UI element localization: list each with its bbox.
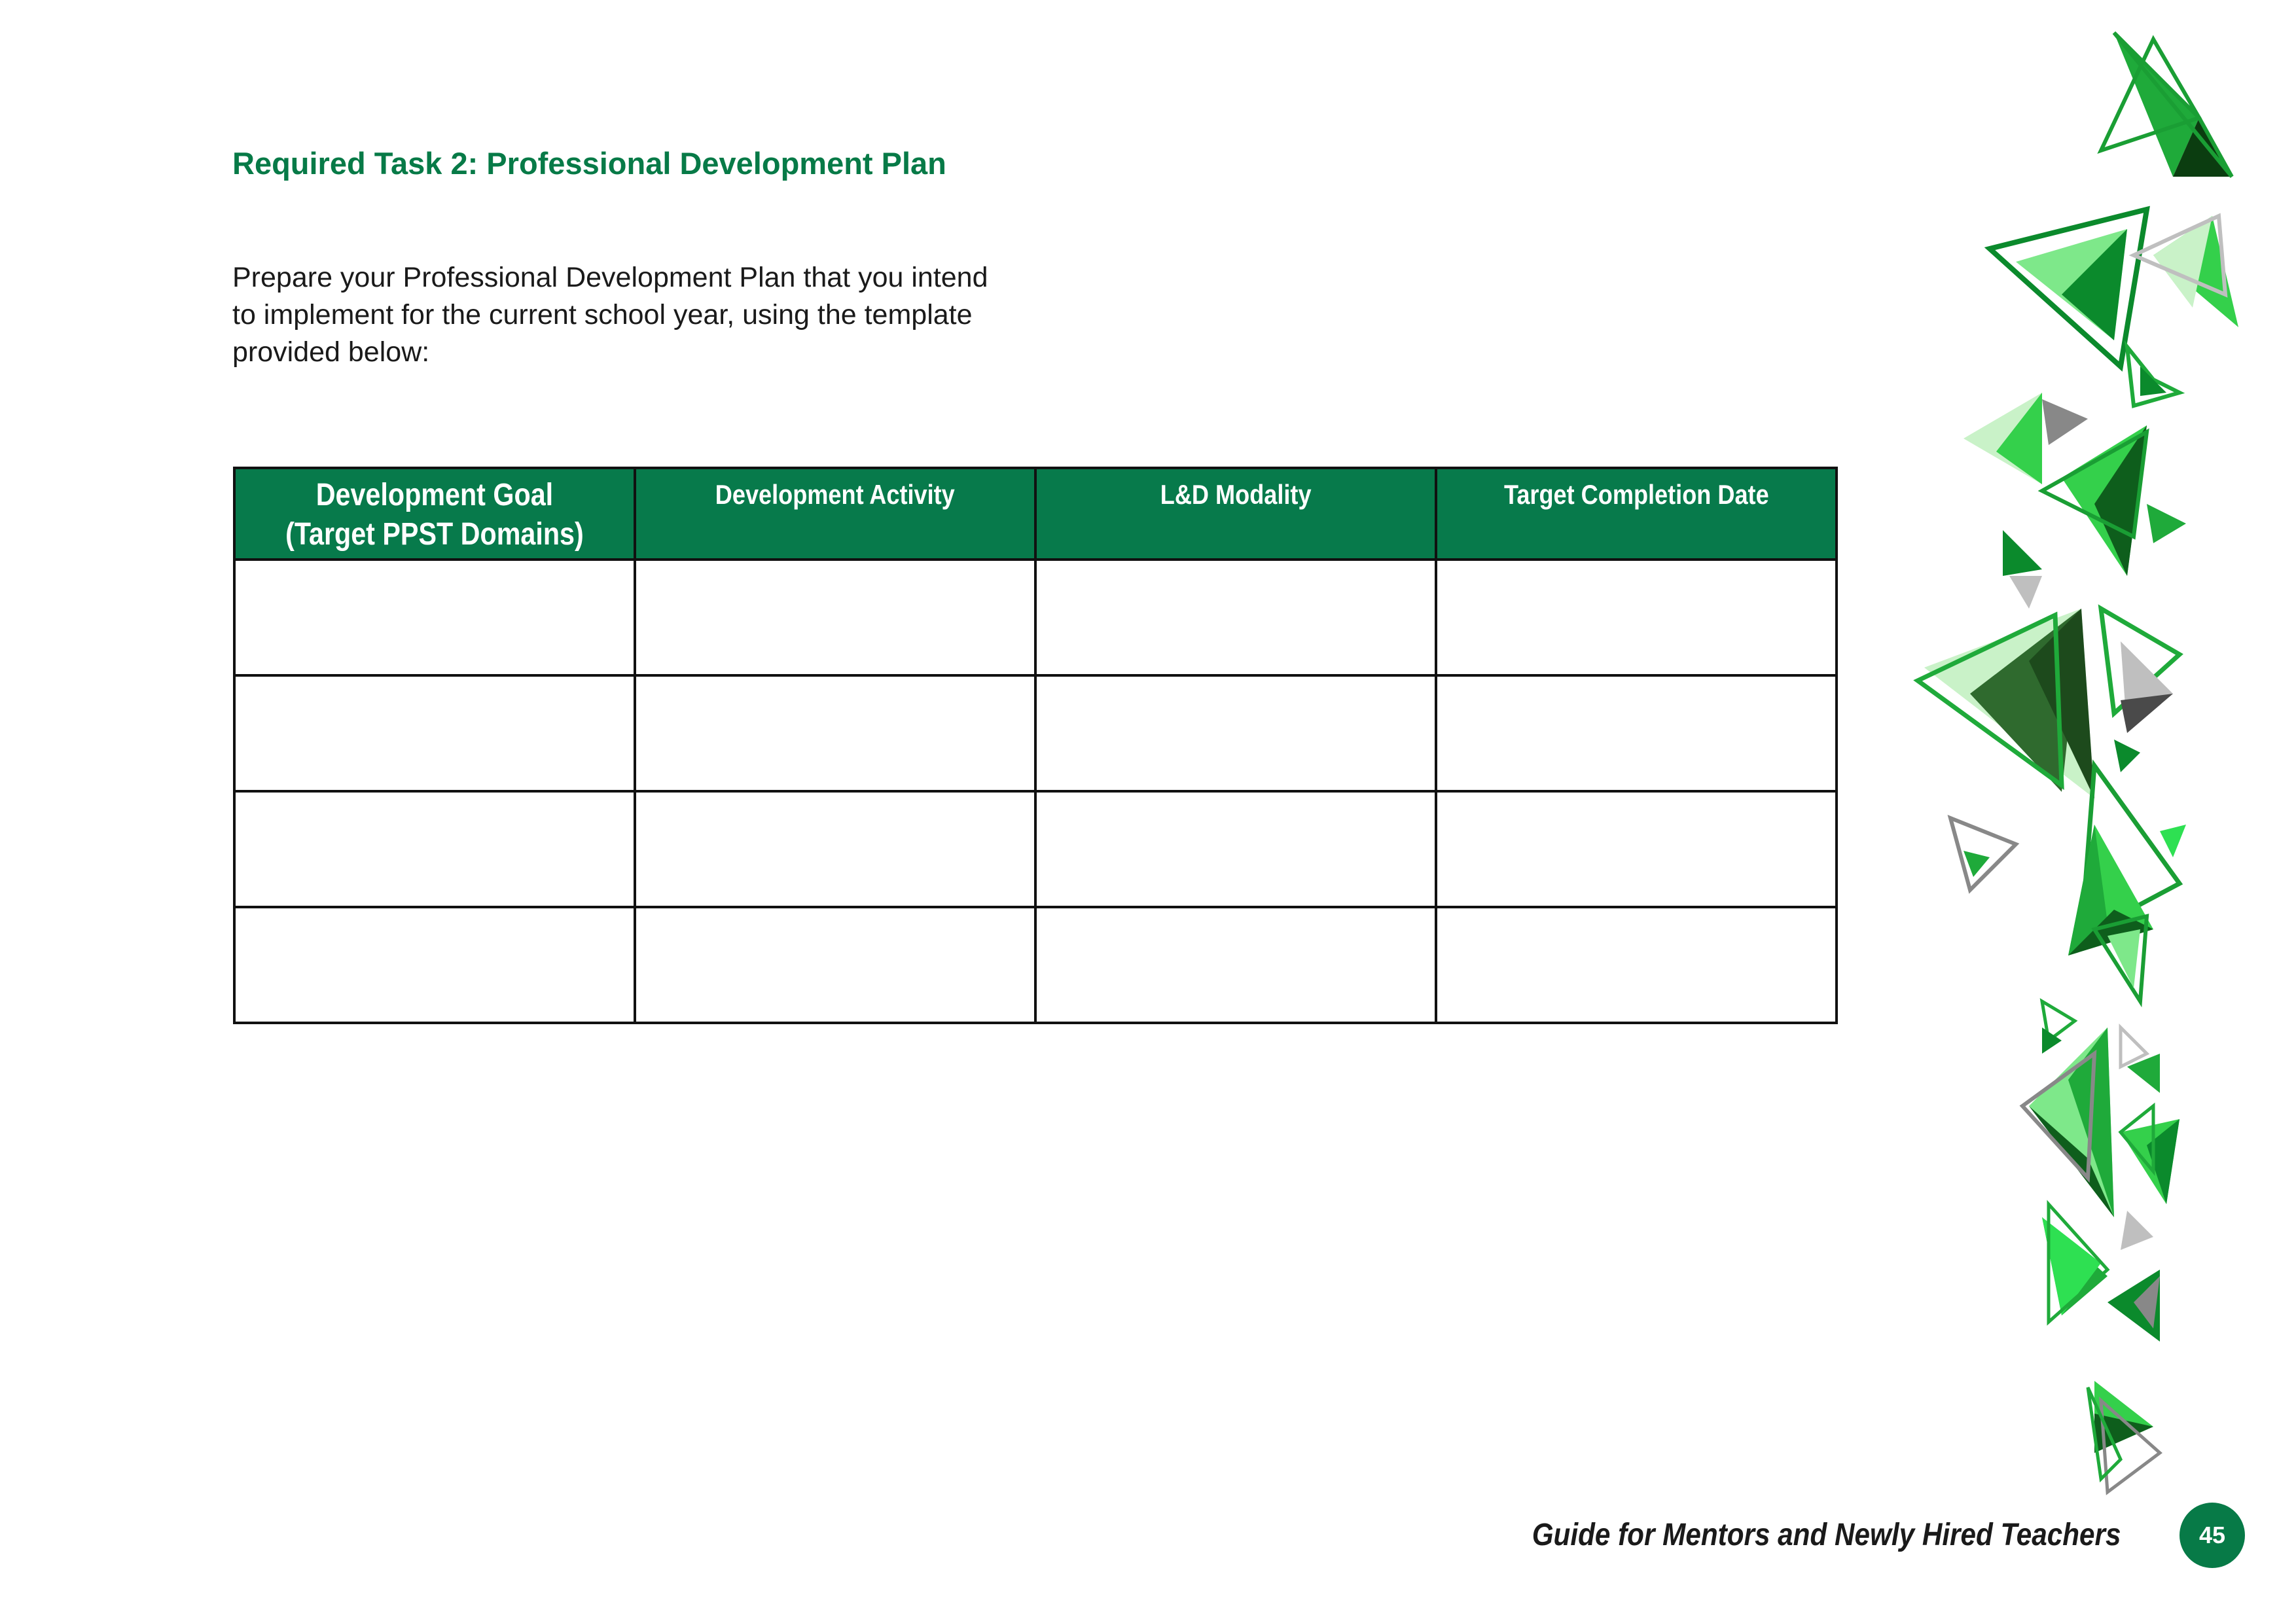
table-cell[interactable] [1436, 560, 1837, 675]
table-cell[interactable] [635, 907, 1035, 1023]
header-ld-modality: L&D Modality [1035, 468, 1436, 560]
table-cell[interactable] [234, 560, 635, 675]
intro-paragraph: Prepare your Professional Development Plan that you intend to implement for the current school year, using the template provided below: [232, 262, 988, 368]
guide-title-footer: Guide for Mentors and Newly Hired Teachers [1532, 1518, 2121, 1552]
table-row [234, 560, 1837, 675]
table-header-row [234, 468, 1837, 560]
triangle-decoration [1846, 20, 2251, 1505]
page-title: Required Task 2: Professional Development Plan [232, 146, 946, 181]
table-cell[interactable] [635, 560, 1035, 675]
table-cell[interactable] [234, 791, 635, 907]
table-cell[interactable] [234, 675, 635, 791]
header-target-completion-date: Target Completion Date [1436, 468, 1837, 560]
header-development-activity: Development Activity [635, 468, 1035, 560]
table-cell[interactable] [635, 675, 1035, 791]
table-cell[interactable] [1035, 675, 1436, 791]
table-row [234, 907, 1837, 1023]
table-cell[interactable] [234, 907, 635, 1023]
page-number-badge: 45 [2179, 1503, 2245, 1568]
table-cell[interactable] [1035, 560, 1436, 675]
table-cell[interactable] [1436, 675, 1837, 791]
development-plan-table [233, 467, 1838, 1024]
header-development-goal: Development Goal (Target PPST Domains) [234, 468, 635, 560]
table-row [234, 675, 1837, 791]
table-cell[interactable] [1436, 791, 1837, 907]
table-row [234, 791, 1837, 907]
table-cell[interactable] [1035, 907, 1436, 1023]
table-cell[interactable] [1436, 907, 1837, 1023]
table-cell[interactable] [1035, 791, 1436, 907]
table-cell[interactable] [635, 791, 1035, 907]
